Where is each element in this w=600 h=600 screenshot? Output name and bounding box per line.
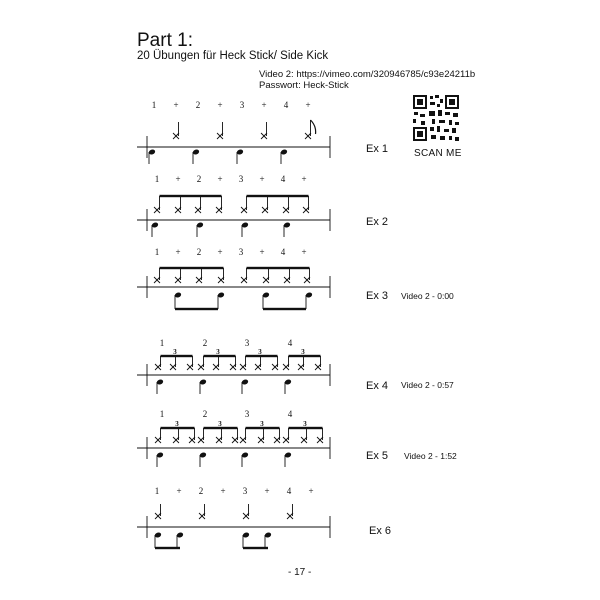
count-label: + — [308, 486, 314, 496]
note-beam — [263, 308, 306, 310]
count-label: 3 — [238, 174, 244, 184]
video-link[interactable]: Video 2: https://vimeo.com/320946785/c93e24211b — [259, 69, 476, 80]
count-label: + — [175, 174, 181, 184]
count-label: 3 — [244, 338, 250, 348]
count-label: + — [173, 100, 179, 110]
triplet-mark: 3 — [175, 420, 179, 428]
exercise-label: Ex 2 — [366, 216, 389, 228]
count-label: 4 — [280, 174, 286, 184]
note-flag — [311, 120, 316, 134]
count-label: 1 — [159, 338, 165, 348]
triplet-mark: 3 — [303, 420, 307, 428]
exercise-label: Ex 1 — [366, 143, 389, 155]
exercise-label: Ex 3 — [366, 290, 389, 302]
count-label: 2 — [195, 100, 201, 110]
count-label: + — [259, 247, 265, 257]
count-label: + — [301, 247, 307, 257]
count-label: + — [176, 486, 182, 496]
video-password: Passwort: Heck-Stick — [259, 80, 349, 91]
count-label: + — [220, 486, 226, 496]
video-timestamp: Video 2 - 0:57 — [401, 380, 454, 390]
count-label: + — [259, 174, 265, 184]
scan-me-label: SCAN ME — [414, 148, 462, 159]
page-subtitle: 20 Übungen für Heck Stick/ Side Kick — [137, 50, 329, 62]
note-beam — [243, 547, 268, 549]
count-label: 4 — [280, 247, 286, 257]
note-beam — [160, 267, 224, 269]
count-label: 1 — [159, 409, 165, 419]
count-label: 4 — [287, 409, 293, 419]
count-label: 1 — [154, 486, 160, 496]
exercise-label: Ex 5 — [366, 450, 389, 462]
count-label: + — [301, 174, 307, 184]
count-label: 2 — [196, 247, 202, 257]
video-timestamp: Video 2 - 0:00 — [401, 291, 454, 301]
count-label: + — [305, 100, 311, 110]
count-label: 2 — [202, 409, 208, 419]
triplet-mark: 3 — [216, 348, 220, 356]
count-label: 2 — [196, 174, 202, 184]
triplet-mark: 3 — [260, 420, 264, 428]
count-label: 4 — [287, 338, 293, 348]
triplet-mark: 3 — [301, 348, 305, 356]
triplet-mark: 3 — [173, 348, 177, 356]
count-label: + — [175, 247, 181, 257]
triplet-mark: 3 — [258, 348, 262, 356]
note-beam — [247, 195, 309, 197]
count-label: 1 — [154, 247, 160, 257]
note-beam — [155, 547, 180, 549]
exercise-label: Ex 6 — [369, 525, 392, 537]
count-label: 2 — [198, 486, 204, 496]
count-label: + — [264, 486, 270, 496]
count-label: + — [217, 174, 223, 184]
count-label: 3 — [239, 100, 245, 110]
count-label: 2 — [202, 338, 208, 348]
count-label: 3 — [242, 486, 248, 496]
count-label: 4 — [283, 100, 289, 110]
count-label: 1 — [151, 100, 157, 110]
count-label: 3 — [244, 409, 250, 419]
video-timestamp: Video 2 - 1:52 — [404, 451, 457, 461]
count-label: + — [261, 100, 267, 110]
count-label: 1 — [154, 174, 160, 184]
note-beam — [247, 267, 310, 269]
page-title: Part 1: — [137, 30, 193, 51]
note-beam — [160, 195, 222, 197]
count-label: 3 — [238, 247, 244, 257]
count-label: + — [217, 100, 223, 110]
exercise-label: Ex 4 — [366, 380, 389, 392]
triplet-mark: 3 — [218, 420, 222, 428]
count-label: + — [217, 247, 223, 257]
note-beam — [175, 308, 218, 310]
page-number: - 17 - — [288, 567, 312, 578]
count-label: 4 — [286, 486, 292, 496]
